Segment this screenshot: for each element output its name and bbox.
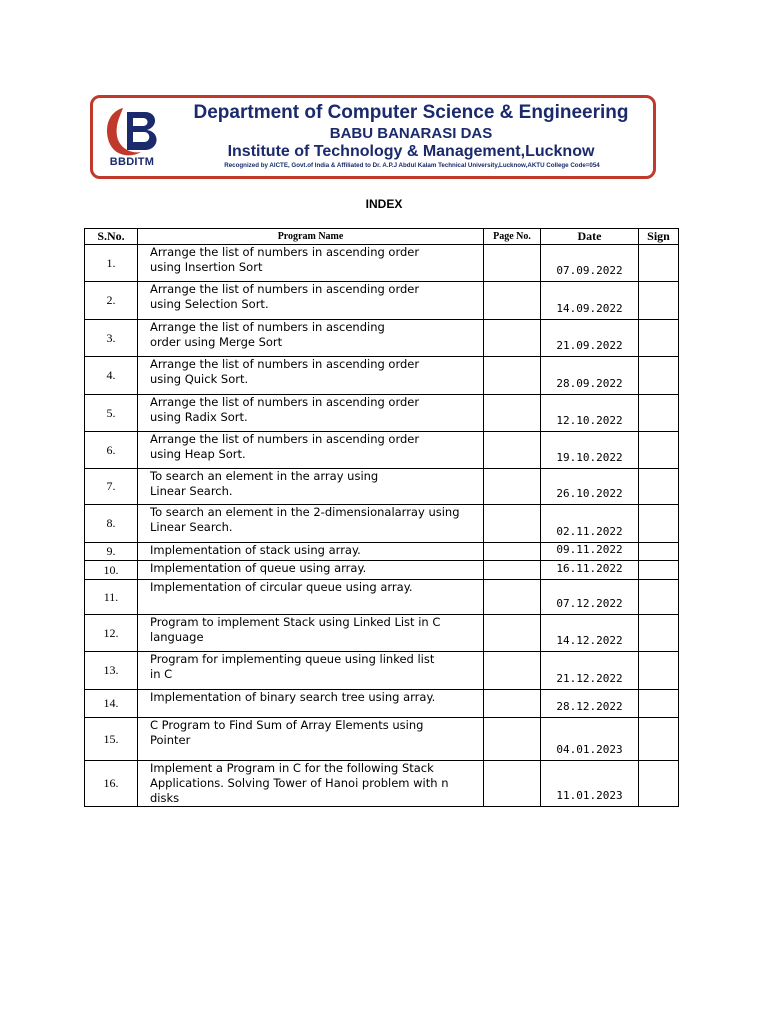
row-page-no	[484, 320, 541, 357]
program-name-line1: Arrange the list of numbers in ascending	[150, 320, 385, 334]
recognition-text: Recognized by AICTE, Govt.of India & Affiliated to Dr. A.P.J Abdul Kalam Technical University,Lucknow,AKTU College Code=054	[224, 162, 600, 169]
row-sno: 4.	[85, 357, 138, 395]
header-page-no: Page No.	[484, 229, 541, 245]
row-date: 07.09.2022	[541, 245, 639, 282]
table-row	[85, 505, 679, 543]
institute-name-line1: BABU BANARASI DAS	[329, 125, 493, 142]
table-row	[85, 357, 679, 395]
row-program-name	[138, 505, 484, 543]
row-date: 14.12.2022	[541, 615, 639, 652]
table-row	[85, 543, 679, 561]
row-sign	[639, 615, 679, 652]
program-name-line1: Implementation of queue using array.	[150, 561, 367, 575]
row-date: 02.11.2022	[541, 505, 639, 543]
table-row	[85, 282, 679, 320]
row-page-no	[484, 543, 541, 561]
program-name-line1: Arrange the list of numbers in ascending order	[150, 282, 420, 296]
row-page-no	[484, 561, 541, 580]
row-sno: 11.	[85, 580, 138, 615]
header-banner	[90, 95, 656, 179]
row-sno: 3.	[85, 320, 138, 357]
header-program-name: Program Name	[138, 229, 484, 245]
index-table	[84, 228, 679, 807]
program-name-line2: Applications. Solving Tower of Hanoi problem with n	[150, 776, 449, 790]
program-name-line2: using Selection Sort.	[150, 297, 269, 311]
row-date: 07.12.2022	[541, 580, 639, 615]
row-sno: 15.	[85, 718, 138, 761]
program-name-line1: To search an element in the 2-dimensionalarray using	[150, 505, 460, 519]
row-sno: 10.	[85, 561, 138, 580]
row-sno: 5.	[85, 395, 138, 432]
row-sno: 16.	[85, 761, 138, 807]
row-sno: 8.	[85, 505, 138, 543]
table-row	[85, 652, 679, 690]
program-name-line1: Arrange the list of numbers in ascending order	[150, 395, 420, 409]
row-program-name	[138, 690, 484, 718]
row-program-name	[138, 282, 484, 320]
department-name: Department of Computer Science & Engineering	[193, 102, 629, 123]
row-date: 14.09.2022	[541, 282, 639, 320]
row-page-no	[484, 615, 541, 652]
row-date: 28.09.2022	[541, 357, 639, 395]
row-sign	[639, 761, 679, 807]
row-sign	[639, 561, 679, 580]
row-program-name	[138, 561, 484, 580]
row-sign	[639, 469, 679, 505]
row-sno: 7.	[85, 469, 138, 505]
row-sign	[639, 245, 679, 282]
program-name-line3: disks	[150, 791, 180, 805]
table-body	[85, 245, 679, 807]
row-date: 09.11.2022	[541, 543, 639, 561]
index-title: INDEX	[365, 197, 403, 211]
program-name-line1: Implementation of circular queue using array.	[150, 580, 413, 594]
program-name-line1: Arrange the list of numbers in ascending order	[150, 432, 420, 446]
header-sno: S.No.	[85, 229, 138, 245]
table-row	[85, 718, 679, 761]
table-row	[85, 469, 679, 505]
logo-text: BBDITM	[109, 156, 155, 168]
table-row	[85, 580, 679, 615]
program-name-line2: Linear Search.	[150, 484, 233, 498]
row-program-name	[138, 718, 484, 761]
program-name-line2: using Heap Sort.	[150, 447, 246, 461]
row-program-name	[138, 432, 484, 469]
program-name-line1: C Program to Find Sum of Array Elements using	[150, 718, 424, 732]
row-program-name	[138, 580, 484, 615]
row-date: 11.01.2023	[541, 761, 639, 807]
row-date: 04.01.2023	[541, 718, 639, 761]
row-sno: 12.	[85, 615, 138, 652]
table-row	[85, 615, 679, 652]
row-page-no	[484, 245, 541, 282]
program-name-line1: Implement a Program in C for the following Stack	[150, 761, 434, 775]
program-name-line1: Program to implement Stack using Linked List in C	[150, 615, 441, 629]
row-sign	[639, 432, 679, 469]
program-name-line1: Arrange the list of numbers in ascending order	[150, 245, 420, 259]
row-sign	[639, 652, 679, 690]
row-page-no	[484, 505, 541, 543]
row-page-no	[484, 718, 541, 761]
table-row	[85, 690, 679, 718]
table-row	[85, 395, 679, 432]
table-header-row	[85, 229, 679, 245]
program-name-line1: Program for implementing queue using linked list	[150, 652, 435, 666]
row-sign	[639, 505, 679, 543]
table-row	[85, 761, 679, 807]
program-name-line2: Linear Search.	[150, 520, 233, 534]
row-page-no	[484, 432, 541, 469]
row-date: 28.12.2022	[541, 690, 639, 718]
row-page-no	[484, 357, 541, 395]
program-name-line2: order using Merge Sort	[150, 335, 283, 349]
row-date: 12.10.2022	[541, 395, 639, 432]
program-name-line2: using Quick Sort.	[150, 372, 249, 386]
row-sno: 13.	[85, 652, 138, 690]
table-row	[85, 320, 679, 357]
row-program-name	[138, 761, 484, 807]
row-date: 16.11.2022	[541, 561, 639, 580]
table-row	[85, 561, 679, 580]
row-program-name	[138, 320, 484, 357]
program-name-line1: To search an element in the array using	[150, 469, 379, 483]
row-sign	[639, 718, 679, 761]
row-sign	[639, 580, 679, 615]
row-page-no	[484, 652, 541, 690]
program-name-line2: language	[150, 630, 204, 644]
row-date: 26.10.2022	[541, 469, 639, 505]
row-sno: 9.	[85, 543, 138, 561]
program-name-line2: using Radix Sort.	[150, 410, 248, 424]
program-name-line2: Pointer	[150, 733, 191, 747]
program-name-line2: in C	[150, 667, 173, 681]
row-sign	[639, 282, 679, 320]
program-name-line1: Arrange the list of numbers in ascending order	[150, 357, 420, 371]
header-date: Date	[541, 229, 639, 245]
row-sno: 1.	[85, 245, 138, 282]
row-date: 21.12.2022	[541, 652, 639, 690]
table-row	[85, 432, 679, 469]
row-sign	[639, 690, 679, 718]
row-program-name	[138, 652, 484, 690]
row-sign	[639, 357, 679, 395]
table-row	[85, 245, 679, 282]
row-sign	[639, 543, 679, 561]
row-date: 21.09.2022	[541, 320, 639, 357]
header-sign: Sign	[639, 229, 679, 245]
program-name-line2: using Insertion Sort	[150, 260, 263, 274]
institute-name-line2: Institute of Technology & Management,Lucknow	[227, 143, 595, 160]
program-name-line1: Implementation of stack using array.	[150, 543, 361, 557]
row-page-no	[484, 469, 541, 505]
row-program-name	[138, 395, 484, 432]
row-program-name	[138, 357, 484, 395]
row-sign	[639, 320, 679, 357]
row-page-no	[484, 395, 541, 432]
row-page-no	[484, 761, 541, 807]
row-page-no	[484, 580, 541, 615]
program-name-line1: Implementation of binary search tree using array.	[150, 690, 436, 704]
row-program-name	[138, 245, 484, 282]
row-program-name	[138, 543, 484, 561]
row-program-name	[138, 469, 484, 505]
row-sno: 14.	[85, 690, 138, 718]
row-program-name	[138, 615, 484, 652]
row-sno: 2.	[85, 282, 138, 320]
row-sign	[639, 395, 679, 432]
row-page-no	[484, 690, 541, 718]
row-sno: 6.	[85, 432, 138, 469]
row-date: 19.10.2022	[541, 432, 639, 469]
row-page-no	[484, 282, 541, 320]
